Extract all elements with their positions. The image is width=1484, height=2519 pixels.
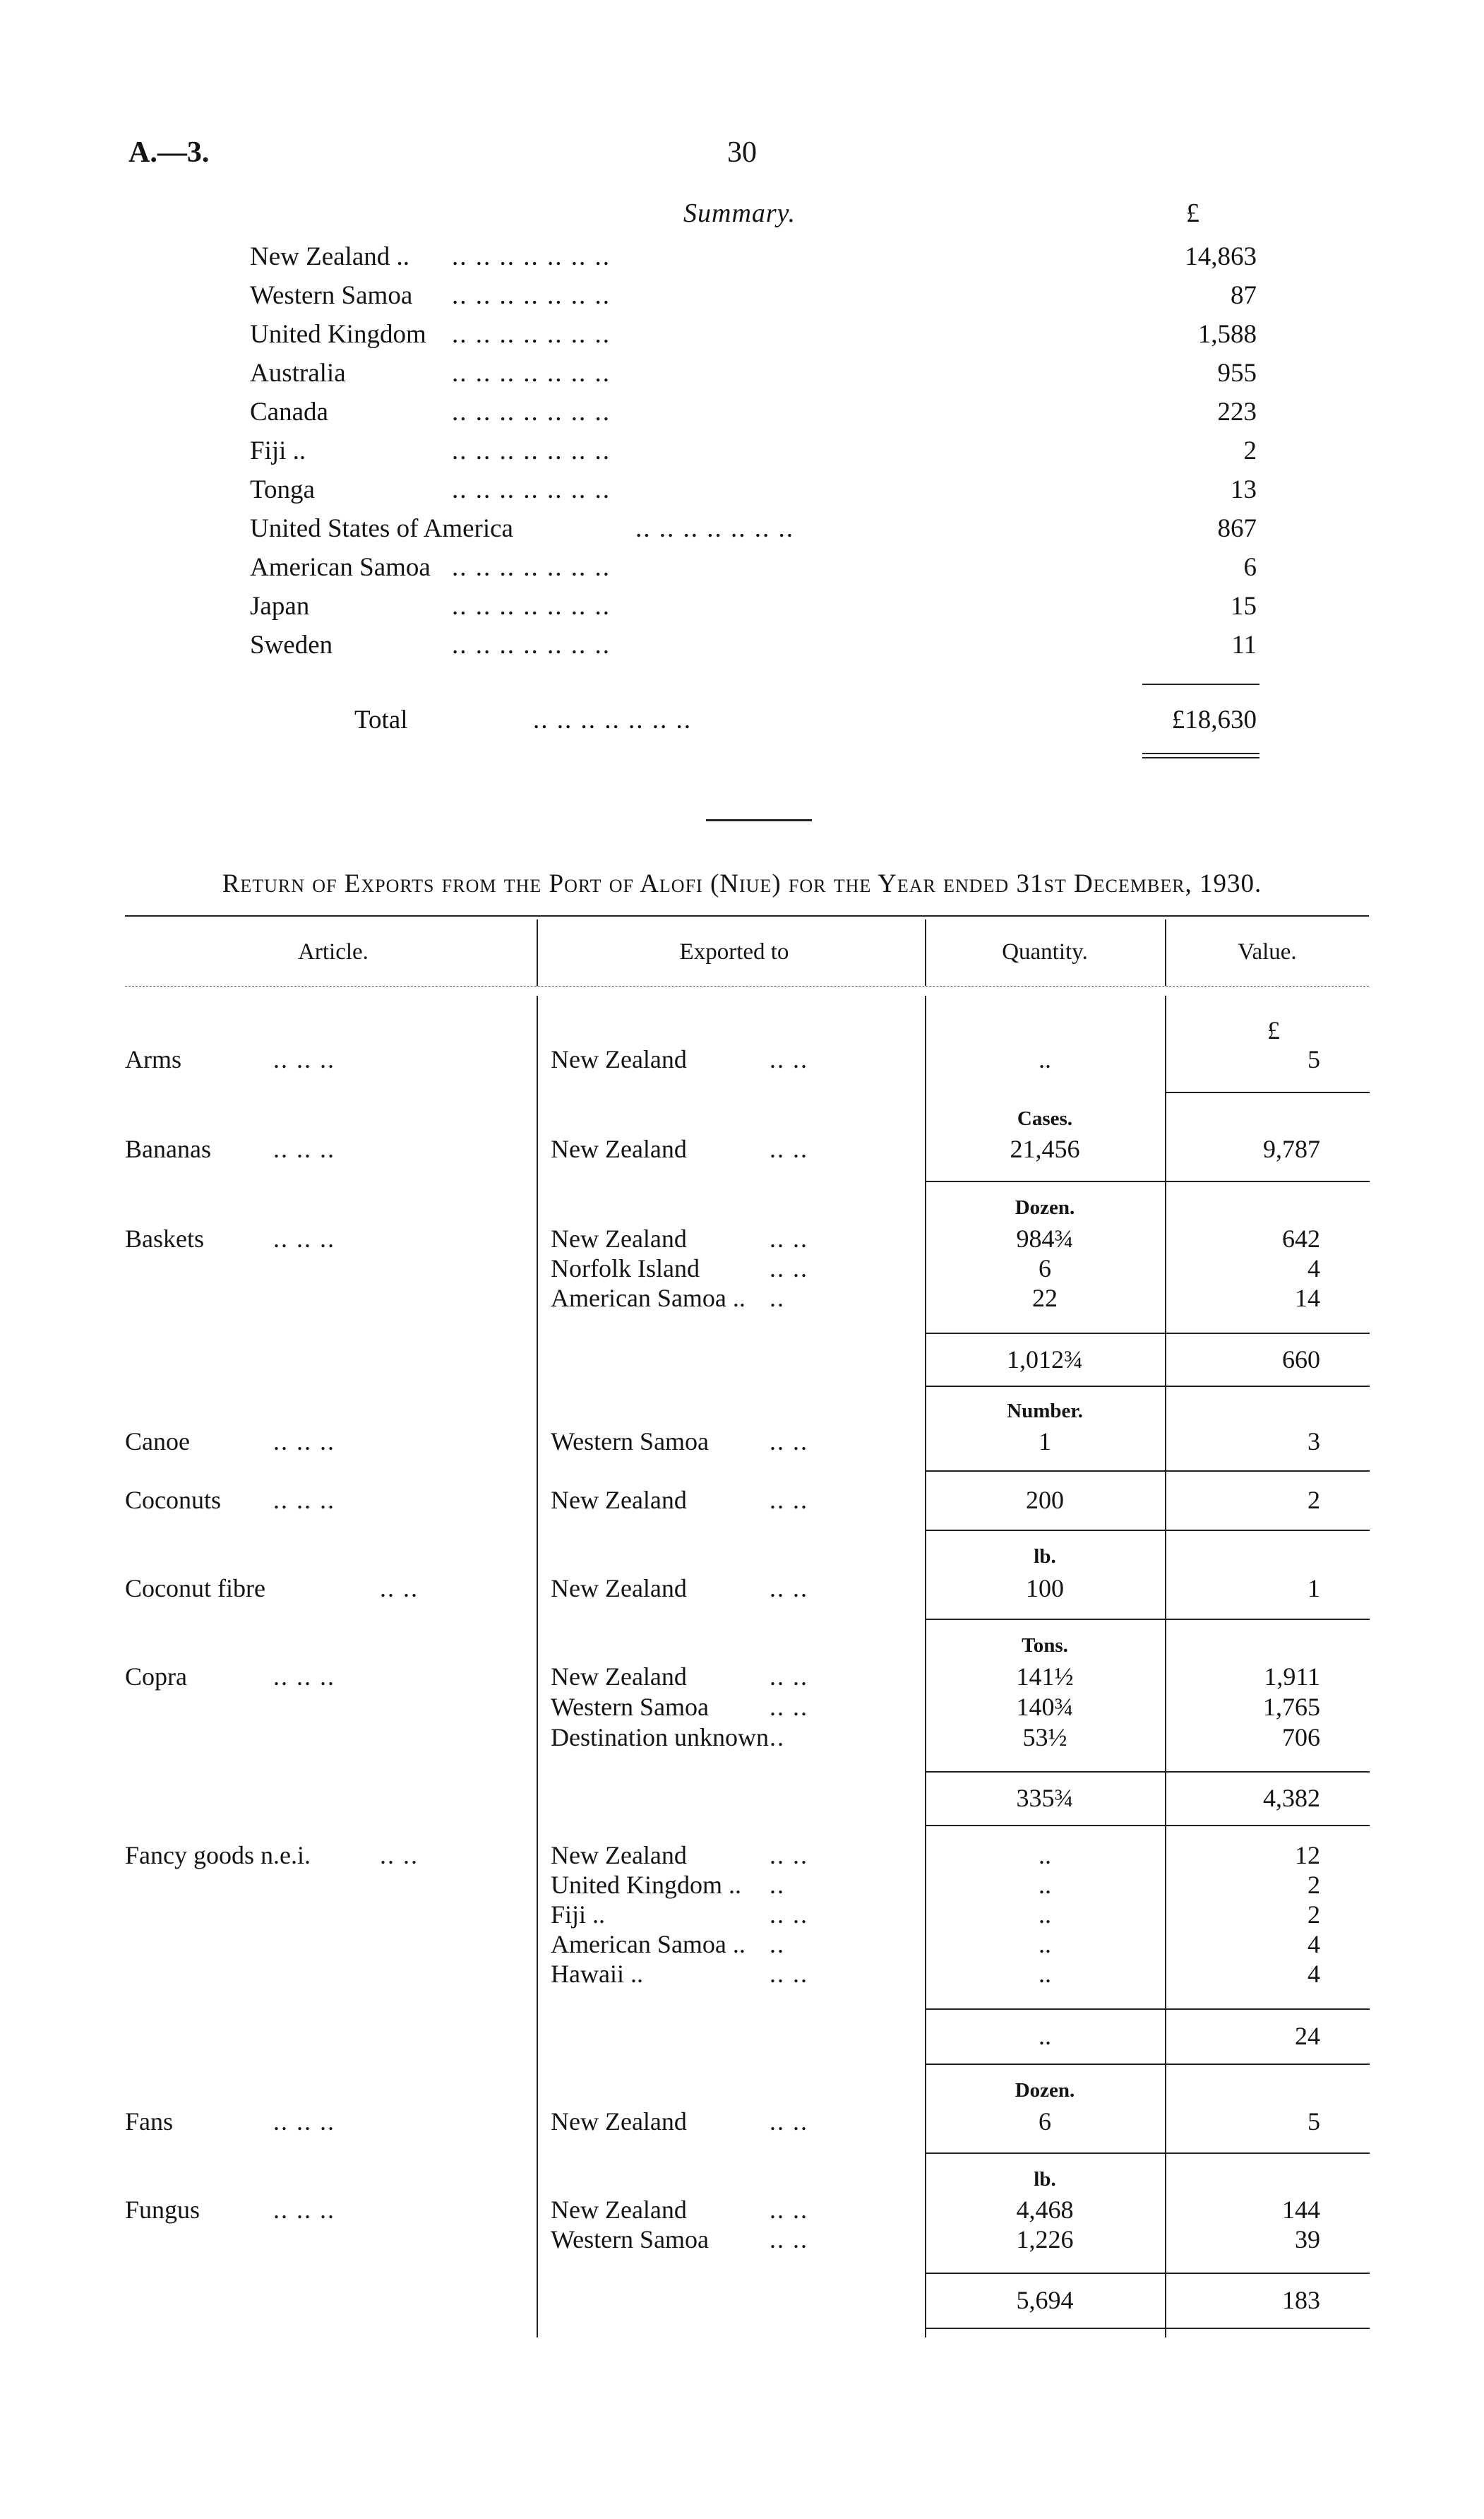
destination: American Samoa .. — [551, 1284, 746, 1312]
article-name: Baskets — [125, 1225, 204, 1253]
subtotal-quantity: 1,012¾ — [1007, 1345, 1083, 1374]
value: 642 — [1282, 1225, 1320, 1253]
article-name: Coconuts — [125, 1486, 222, 1514]
summary-country: Western Samoa — [250, 281, 413, 310]
article-leader: .. .. .. — [273, 1662, 335, 1691]
article-fungus — [125, 2195, 335, 2225]
destination: Hawaii .. — [551, 1960, 643, 1988]
row-rule — [925, 1771, 1370, 1773]
article-leader: .. .. .. — [273, 1486, 335, 1514]
column-rule — [537, 919, 538, 986]
row-rule — [1165, 1092, 1370, 1093]
value: 1,911 — [1264, 1662, 1320, 1691]
article-leader: .. .. — [380, 1574, 419, 1602]
value: 9,787 — [1263, 1135, 1320, 1163]
summary-currency: £ — [1186, 198, 1199, 228]
value: 5 — [1308, 1045, 1320, 1073]
quantity-unit: Cases. — [1017, 1107, 1073, 1130]
row-rule — [925, 1181, 1370, 1182]
summary-leader: .. .. .. .. .. .. .. — [635, 514, 794, 543]
article-canoe — [125, 1427, 335, 1456]
article-name: Coconut fibre — [125, 1574, 265, 1602]
header-bottom-rule — [125, 986, 1369, 987]
destination-leader: .. .. — [770, 1960, 808, 1988]
destination: Western Samoa — [551, 2225, 710, 2253]
value: 4 — [1308, 1254, 1320, 1282]
destination: New Zealand — [551, 1135, 687, 1163]
row-rule — [925, 1619, 1370, 1620]
column-header-quantity: Quantity. — [1002, 939, 1088, 965]
destination: New Zealand — [551, 1045, 687, 1073]
summary-leader: .. .. .. .. .. .. .. — [452, 320, 611, 349]
value: 5 — [1308, 2107, 1320, 2136]
summary-country: Australia — [250, 359, 346, 388]
quantity-unit: Number. — [1007, 1400, 1083, 1422]
value: 2 — [1308, 1900, 1320, 1929]
summary-country: New Zealand .. — [250, 242, 410, 271]
quantity: 22 — [1032, 1284, 1058, 1312]
quantity-unit: lb. — [1034, 1545, 1056, 1568]
value: 1 — [1308, 1574, 1320, 1602]
destination-leader: .. .. — [770, 1486, 808, 1514]
summary-country: Japan — [250, 592, 310, 621]
article-bananas — [125, 1134, 335, 1164]
column-rule — [537, 996, 538, 2338]
destination-leader: .. — [770, 1930, 785, 1958]
value: 706 — [1282, 1723, 1320, 1751]
destination: United Kingdom .. — [551, 1871, 741, 1899]
summary-country: Canada — [250, 398, 328, 427]
quantity: .. — [1039, 1045, 1051, 1073]
summary-country: United States of America — [250, 514, 513, 543]
summary-leader: .. .. .. .. .. .. .. — [452, 398, 611, 427]
summary-country: Fiji .. — [250, 436, 306, 465]
article-leader: .. .. .. — [273, 2107, 335, 2136]
article-name: Arms — [125, 1045, 181, 1073]
article-leader: .. .. — [380, 1841, 419, 1869]
quantity-unit: Dozen. — [1015, 1196, 1075, 1219]
summary-title: Summary. — [683, 198, 796, 228]
destination-leader: .. .. — [770, 1045, 808, 1073]
column-header-article: Article. — [298, 939, 369, 965]
quantity-unit: lb. — [1034, 2168, 1056, 2191]
column-rule — [1165, 919, 1166, 986]
destination-leader: .. .. — [770, 1135, 808, 1163]
destination: New Zealand — [551, 1662, 687, 1691]
row-rule — [925, 1530, 1370, 1531]
summary-value: 6 — [1243, 553, 1257, 582]
article-leader: .. .. .. — [273, 1225, 335, 1253]
page-reference: A.—3. — [128, 136, 210, 169]
quantity: 1,226 — [1016, 2225, 1074, 2253]
table-top-rule — [125, 915, 1369, 917]
quantity: .. — [1039, 1960, 1051, 1988]
row-rule — [925, 1470, 1370, 1472]
summary-leader: .. .. .. .. .. .. .. — [452, 631, 611, 660]
summary-leader: .. .. .. .. .. .. .. — [452, 475, 611, 504]
quantity: .. — [1039, 1841, 1051, 1869]
destination: New Zealand — [551, 2196, 687, 2224]
row-rule — [925, 2152, 1370, 2154]
destination: Western Samoa — [551, 1693, 710, 1721]
article-coconut-fibre — [125, 1573, 419, 1603]
quantity: 984¾ — [1016, 1225, 1074, 1253]
quantity: .. — [1039, 1900, 1051, 1929]
subtotal-value: 24 — [1295, 2022, 1320, 2050]
article-leader: .. .. .. — [273, 1427, 335, 1455]
article-name: Fancy goods n.e.i. — [125, 1841, 311, 1869]
subtotal-quantity: .. — [1039, 2022, 1051, 2050]
destination: American Samoa .. — [551, 1930, 746, 1958]
destination-leader: .. .. — [770, 1225, 808, 1253]
article-leader: .. .. .. — [273, 2196, 335, 2224]
subtotal-value: 183 — [1282, 2286, 1320, 2314]
summary-leader: .. .. .. .. .. .. .. — [452, 553, 611, 582]
article-fans — [125, 2107, 335, 2136]
quantity: 140¾ — [1016, 1693, 1074, 1721]
value: 3 — [1308, 1427, 1320, 1455]
value: 2 — [1308, 1871, 1320, 1899]
summary-leader: .. .. .. .. .. .. .. — [533, 705, 692, 734]
value: 2 — [1308, 1486, 1320, 1514]
summary-value: 955 — [1217, 359, 1257, 388]
value: 39 — [1295, 2225, 1320, 2253]
subtotal-quantity: 335¾ — [1016, 1784, 1074, 1812]
destination-leader: .. — [770, 1871, 785, 1899]
quantity: 6 — [1039, 2107, 1051, 2136]
summary-leader: .. .. .. .. .. .. .. — [452, 281, 611, 310]
article-name: Fans — [125, 2107, 174, 2136]
summary-country: Tonga — [250, 475, 315, 504]
page-number: 30 — [727, 136, 757, 169]
destination-leader: .. .. — [770, 1254, 808, 1282]
summary-leader: .. .. .. .. .. .. .. — [452, 359, 611, 388]
summary-country: American Samoa — [250, 553, 431, 582]
article-leader: .. .. .. — [273, 1045, 335, 1073]
article-coconuts — [125, 1485, 335, 1515]
quantity: 200 — [1026, 1486, 1064, 1514]
quantity: 6 — [1039, 1254, 1051, 1282]
column-header-exported-to: Exported to — [679, 939, 789, 965]
subtotal-value: 4,382 — [1263, 1784, 1320, 1812]
column-header-value: Value. — [1238, 939, 1297, 965]
destination: Fiji .. — [551, 1900, 606, 1929]
destination-leader: .. .. — [770, 1427, 808, 1455]
destination-leader: .. — [770, 1723, 785, 1751]
quantity: 53½ — [1022, 1723, 1067, 1751]
article-arms — [125, 1044, 335, 1074]
destination: New Zealand — [551, 1486, 687, 1514]
summary-leader: .. .. .. .. .. .. .. — [452, 592, 611, 621]
article-name: Canoe — [125, 1427, 190, 1455]
quantity: 4,468 — [1016, 2196, 1074, 2224]
quantity: .. — [1039, 1871, 1051, 1899]
destination-leader: .. — [770, 1284, 785, 1312]
row-rule — [925, 1333, 1370, 1334]
summary-value: 223 — [1217, 398, 1257, 427]
summary-total-label: Total — [354, 705, 408, 734]
article-copra — [125, 1662, 335, 1691]
value: 12 — [1295, 1841, 1320, 1869]
article-fancy-goods — [125, 1840, 419, 1870]
summary-value: 11 — [1231, 631, 1257, 660]
article-name: Fungus — [125, 2196, 201, 2224]
row-rule — [925, 2008, 1370, 2010]
summary-value: 867 — [1217, 514, 1257, 543]
quantity: 100 — [1026, 1574, 1064, 1602]
article-leader: .. .. .. — [273, 1135, 335, 1163]
destination: New Zealand — [551, 1841, 687, 1869]
exports-title: Return of Exports from the Port of Alofi (Niue) for the Year ended 31st December, 1930. — [222, 869, 1262, 898]
destination: Western Samoa — [551, 1427, 710, 1455]
destination-leader: .. .. — [770, 2225, 808, 2253]
destination-leader: .. .. — [770, 2107, 808, 2136]
subtotal-quantity: 5,694 — [1016, 2286, 1074, 2314]
summary-value: 13 — [1231, 475, 1257, 504]
destination: New Zealand — [551, 1574, 687, 1602]
quantity: .. — [1039, 1930, 1051, 1958]
summary-leader: .. .. .. .. .. .. .. — [452, 436, 611, 465]
value: 4 — [1308, 1960, 1320, 1988]
subtotal-value: 660 — [1282, 1345, 1320, 1374]
destination-leader: .. .. — [770, 1662, 808, 1691]
summary-country: United Kingdom — [250, 320, 426, 349]
summary-total-value: £18,630 — [1171, 705, 1257, 734]
destination: Norfolk Island — [551, 1254, 700, 1282]
article-name: Bananas — [125, 1135, 211, 1163]
destination-leader: .. .. — [770, 1693, 808, 1721]
row-rule — [925, 2064, 1370, 2065]
summary-value: 14,863 — [1185, 242, 1257, 271]
quantity: 141½ — [1016, 1662, 1074, 1691]
summary-leader: .. .. .. .. .. .. .. — [452, 242, 611, 271]
value: 4 — [1308, 1930, 1320, 1958]
summary-value: 87 — [1231, 281, 1257, 310]
destination-leader: .. .. — [770, 2196, 808, 2224]
article-name: Copra — [125, 1662, 187, 1691]
quantity: 1 — [1039, 1427, 1051, 1455]
article-baskets — [125, 1224, 335, 1253]
value: 144 — [1282, 2196, 1320, 2224]
row-rule — [925, 1825, 1370, 1826]
destination: New Zealand — [551, 2107, 687, 2136]
summary-country: Sweden — [250, 631, 333, 660]
destination-leader: .. .. — [770, 1574, 808, 1602]
destination: New Zealand — [551, 1225, 687, 1253]
summary-value: 2 — [1243, 436, 1257, 465]
destination: Destination unknown — [551, 1723, 769, 1751]
quantity: 21,456 — [1010, 1135, 1080, 1163]
quantity-unit: Dozen. — [1015, 2079, 1075, 2102]
value-currency: £ — [1267, 1016, 1280, 1044]
quantity-unit: Tons. — [1022, 1634, 1068, 1657]
row-rule — [925, 1386, 1370, 1387]
row-rule — [925, 2328, 1370, 2329]
destination-leader: .. .. — [770, 1841, 808, 1869]
value: 1,765 — [1263, 1693, 1320, 1721]
value: 14 — [1295, 1284, 1320, 1312]
column-rule — [925, 919, 926, 986]
row-rule — [925, 2273, 1370, 2274]
summary-value: 1,588 — [1197, 320, 1257, 349]
summary-value: 15 — [1231, 592, 1257, 621]
destination-leader: .. .. — [770, 1900, 808, 1929]
